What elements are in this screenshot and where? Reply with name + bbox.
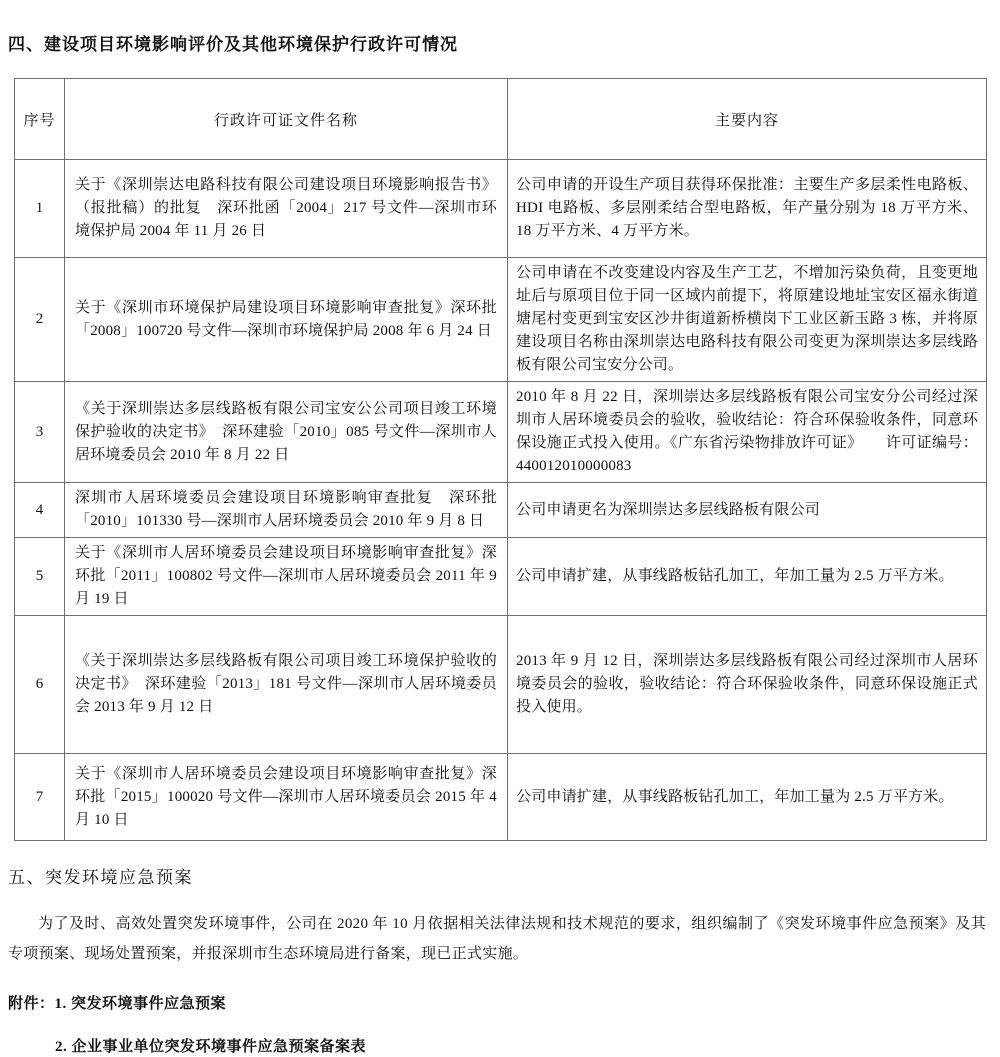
content-cell: 公司申请在不改变建设内容及生产工艺，不增加污染负荷，且变更地址后与原项目位于同一区域内前提下，将原建设地址宝安区福永街道塘尾村变更到宝安区沙井街道新桥横岗下工业区新玉路 3 栋，并将原建设项目名称由深圳崇达电路科技有限公司变更为深圳崇达多层线路板有限公司宝安分公司。 bbox=[508, 258, 987, 382]
table-row bbox=[15, 160, 987, 258]
attachments-line-1 bbox=[8, 994, 986, 1014]
attachments-label: 附件： bbox=[8, 996, 55, 1012]
seq-cell: 3 bbox=[15, 382, 65, 483]
table-row bbox=[15, 258, 987, 382]
permit-name-cell: 关于《深圳崇达电路科技有限公司建设项目环境影响报告书》（报批稿）的批复 深环批函「2004」217 号文件—深圳市环境保护局 2004 年 11 月 26 日 bbox=[65, 160, 508, 258]
attachments-line-2 bbox=[55, 1037, 986, 1057]
content-cell: 2013 年 9 月 12 日，深圳崇达多层线路板有限公司经过深圳市人居环境委员会的验收，验收结论：符合环保验收条件，同意环保设施正式投入使用。 bbox=[508, 616, 987, 754]
col-header-main-content: 主要内容 bbox=[508, 79, 987, 160]
section-4-heading: 四、建设项目环境影响评价及其他环境保护行政许可情况 bbox=[8, 35, 458, 54]
col-header-seq: 序号 bbox=[15, 79, 65, 160]
seq-cell: 6 bbox=[15, 616, 65, 754]
seq-cell: 5 bbox=[15, 538, 65, 616]
col-header-permit-name: 行政许可证文件名称 bbox=[65, 79, 508, 160]
seq-cell: 7 bbox=[15, 754, 65, 841]
seq-cell: 2 bbox=[15, 258, 65, 382]
table-row bbox=[15, 538, 987, 616]
table-row bbox=[15, 754, 987, 841]
seq-cell: 4 bbox=[15, 483, 65, 538]
section-5-paragraph: 为了及时、高效处置突发环境事件，公司在 2020 年 10 月依据相关法律法规和技术规范的要求，组织编制了《突发环境事件应急预案》及其专项预案、现场处置预案，并报深圳市生态环境局进行备案，现已正式实施。 bbox=[8, 916, 986, 962]
content-cell: 2010 年 8 月 22 日，深圳崇达多层线路板有限公司宝安分公司经过深圳市人居环境委员会的验收，验收结论：符合环保验收条件，同意环保设施正式投入使用。《广东省污染物排放许可证》 许可证编号：440012010000083 bbox=[508, 382, 987, 483]
attachment-item-1: 1. 突发环境事件应急预案 bbox=[54, 996, 227, 1012]
table-row bbox=[15, 382, 987, 483]
section-5-heading: 五、突发环境应急预案 bbox=[8, 868, 193, 887]
permit-name-cell: 关于《深圳市环境保护局建设项目环境影响审查批复》深环批「2008」100720 号文件—深圳市环境保护局 2008 年 6 月 24 日 bbox=[65, 258, 508, 382]
permit-name-cell: 关于《深圳市人居环境委员会建设项目环境影响审查批复》深环批「2011」100802 号文件—深圳市人居环境委员会 2011 年 9 月 19 日 bbox=[65, 538, 508, 616]
seq-cell: 1 bbox=[15, 160, 65, 258]
table-row bbox=[15, 616, 987, 754]
content-cell: 公司申请更名为深圳崇达多层线路板有限公司 bbox=[508, 483, 987, 538]
table-header-row bbox=[15, 79, 987, 160]
permits-table bbox=[14, 78, 987, 841]
content-cell: 公司申请的开设生产项目获得环保批准：主要生产多层柔性电路板、HDI 电路板、多层刚柔结合型电路板，年产量分别为 18 万平方米、18 万平方米、4 万平方米。 bbox=[508, 160, 987, 258]
content-cell: 公司申请扩建，从事线路板钻孔加工，年加工量为 2.5 万平方米。 bbox=[508, 754, 987, 841]
permit-name-cell: 《关于深圳崇达多层线路板有限公司项目竣工环境保护验收的决定书》 深环建验「2013」181 号文件—深圳市人居环境委员会 2013 年 9 月 12 日 bbox=[65, 616, 508, 754]
attachment-item-2: 2. 企业事业单位突发环境事件应急预案备案表 bbox=[55, 1039, 367, 1055]
table-row bbox=[15, 483, 987, 538]
permit-name-cell: 深圳市人居环境委员会建设项目环境影响审查批复 深环批「2010」101330 号—深圳市人居环境委员会 2010 年 9 月 8 日 bbox=[65, 483, 508, 538]
permit-name-cell: 关于《深圳市人居环境委员会建设项目环境影响审查批复》深环批「2015」100020 号文件—深圳市人居环境委员会 2015 年 4 月 10 日 bbox=[65, 754, 508, 841]
content-cell: 公司申请扩建，从事线路板钻孔加工，年加工量为 2.5 万平方米。 bbox=[508, 538, 987, 616]
permit-name-cell: 《关于深圳崇达多层线路板有限公司宝安公公司项目竣工环境保护验收的决定书》 深环建验「2010」085 号文件—深圳市人居环境委员会 2010 年 8 月 22 日 bbox=[65, 382, 508, 483]
